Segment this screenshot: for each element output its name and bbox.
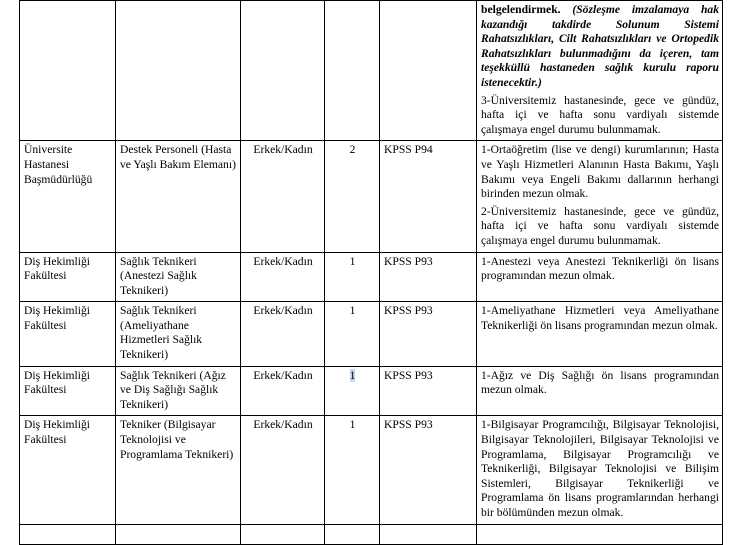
gender-cell: Erkek/Kadın [241,366,325,416]
count-cell [325,1,380,141]
count-cell [325,524,380,544]
requirement-item: 1-Ağız ve Diş Sağlığı ön lisans programından mezun olmak. [481,368,719,397]
kpss-cell: KPSS P93 [380,252,477,302]
count-cell: 1 [325,252,380,302]
kpss-cell [380,1,477,141]
gender-cell [241,524,325,544]
position-cell [116,524,241,544]
table-row [20,141,723,252]
position-cell: Sağlık Teknikeri (Ağız ve Diş Sağlığı Sağlık Teknikeri) [116,366,241,416]
gender-cell [241,1,325,141]
kpss-cell: KPSS P93 [380,302,477,366]
requirement-item: 3-Üniversitemiz hastanesinde, gece ve gündüz, hafta içi ve hafta sonu vardiyalı sistemde çalışmaya engel durumu bulunmamak. [481,93,719,136]
unit-cell [20,524,116,544]
table-row-partial [20,524,723,544]
requirements-cell [477,302,723,366]
requirements-cell [477,416,723,524]
table-row [20,252,723,302]
gender-cell: Erkek/Kadın [241,252,325,302]
table-row [20,366,723,416]
count-cell: 2 [325,141,380,252]
gender-cell: Erkek/Kadın [241,416,325,524]
table-row [20,416,723,524]
requirements-cell [477,1,723,141]
requirements-cell [477,141,723,252]
unit-cell: Üniversite Hastanesi Başmüdürlüğü [20,141,116,252]
requirements-cell [477,366,723,416]
gender-cell: Erkek/Kadın [241,141,325,252]
selected-count-text[interactable]: 1 [349,368,356,382]
count-cell: 1 [325,416,380,524]
unit-cell: Diş Hekimliği Fakültesi [20,252,116,302]
requirement-note: (Sözleşme imzalamaya hak kazandığı takdirde Solunum Sistemi Rahatsızlıkları, Cilt Rahatsızlıkları ve Ortopedik Rahatsızlıkları bulunmadığını da içeren, tam teşekküllü hastaneden sağlık kurulu raporu istenecektir.) [481,3,719,89]
count-cell[interactable] [325,366,380,416]
staff-positions-table [19,0,723,545]
kpss-cell: KPSS P94 [380,141,477,252]
position-cell: Destek Personeli (Hasta ve Yaşlı Bakım Elemanı) [116,141,241,252]
unit-cell: Diş Hekimliği Fakültesi [20,302,116,366]
requirements-cell [477,524,723,544]
requirement-item [481,3,719,91]
kpss-cell: KPSS P93 [380,366,477,416]
position-cell: Tekniker (Bilgisayar Teknolojisi ve Programlama Teknikeri) [116,416,241,524]
position-cell: Sağlık Teknikeri (Ameliyathane Hizmetleri Sağlık Teknikeri) [116,302,241,366]
table-row [20,302,723,366]
requirements-cell [477,252,723,302]
requirement-item: 1-Ameliyathane Hizmetleri veya Ameliyathane Teknikerliği ön lisans programından mezun olmak. [481,304,719,332]
kpss-cell: KPSS P93 [380,416,477,524]
position-cell [116,1,241,141]
kpss-cell [380,524,477,544]
requirement-item: 1-Bilgisayar Programcılığı, Bilgisayar Teknolojisi, Bilgisayar Teknolojileri, Bilgisayar Teknolojisi ve Programlama, Bilgisayar Programcılığı ve Teknikerliği, Bilgisayar Teknolojisi ve Bilişim Sistemleri, Bilgisayar Teknikerliği ve Programlama ön lisans programlarından herhangi bir bölümünden mezun olmak. [481,418,719,519]
requirement-item: 1-Anestezi veya Anestezi Teknikerliği ön lisans programından mezun olmak. [481,254,719,283]
count-cell: 1 [325,302,380,366]
requirement-item: 1-Ortaöğretim (lise ve dengi) kurumlarının; Hasta ve Yaşlı Hizmetleri Alanının Hasta Bakımı, Yaşlı Bakımı veya Engeli Bakımı dallarının herhangi birinden mezun olmak. [481,143,719,201]
unit-cell: Diş Hekimliği Fakültesi [20,416,116,524]
unit-cell [20,1,116,141]
position-cell: Sağlık Teknikeri (Anestezi Sağlık Teknikeri) [116,252,241,302]
unit-cell: Diş Hekimliği Fakültesi [20,366,116,416]
table-row [20,1,723,141]
requirement-bold-text: belgelendirmek. [481,3,561,16]
requirement-item: 2-Üniversitemiz hastanesinde, gece ve gündüz, hafta içi ve hafta sonu vardiyalı sistemde çalışmaya engel durumu bulunmamak. [481,204,719,247]
gender-cell: Erkek/Kadın [241,302,325,366]
